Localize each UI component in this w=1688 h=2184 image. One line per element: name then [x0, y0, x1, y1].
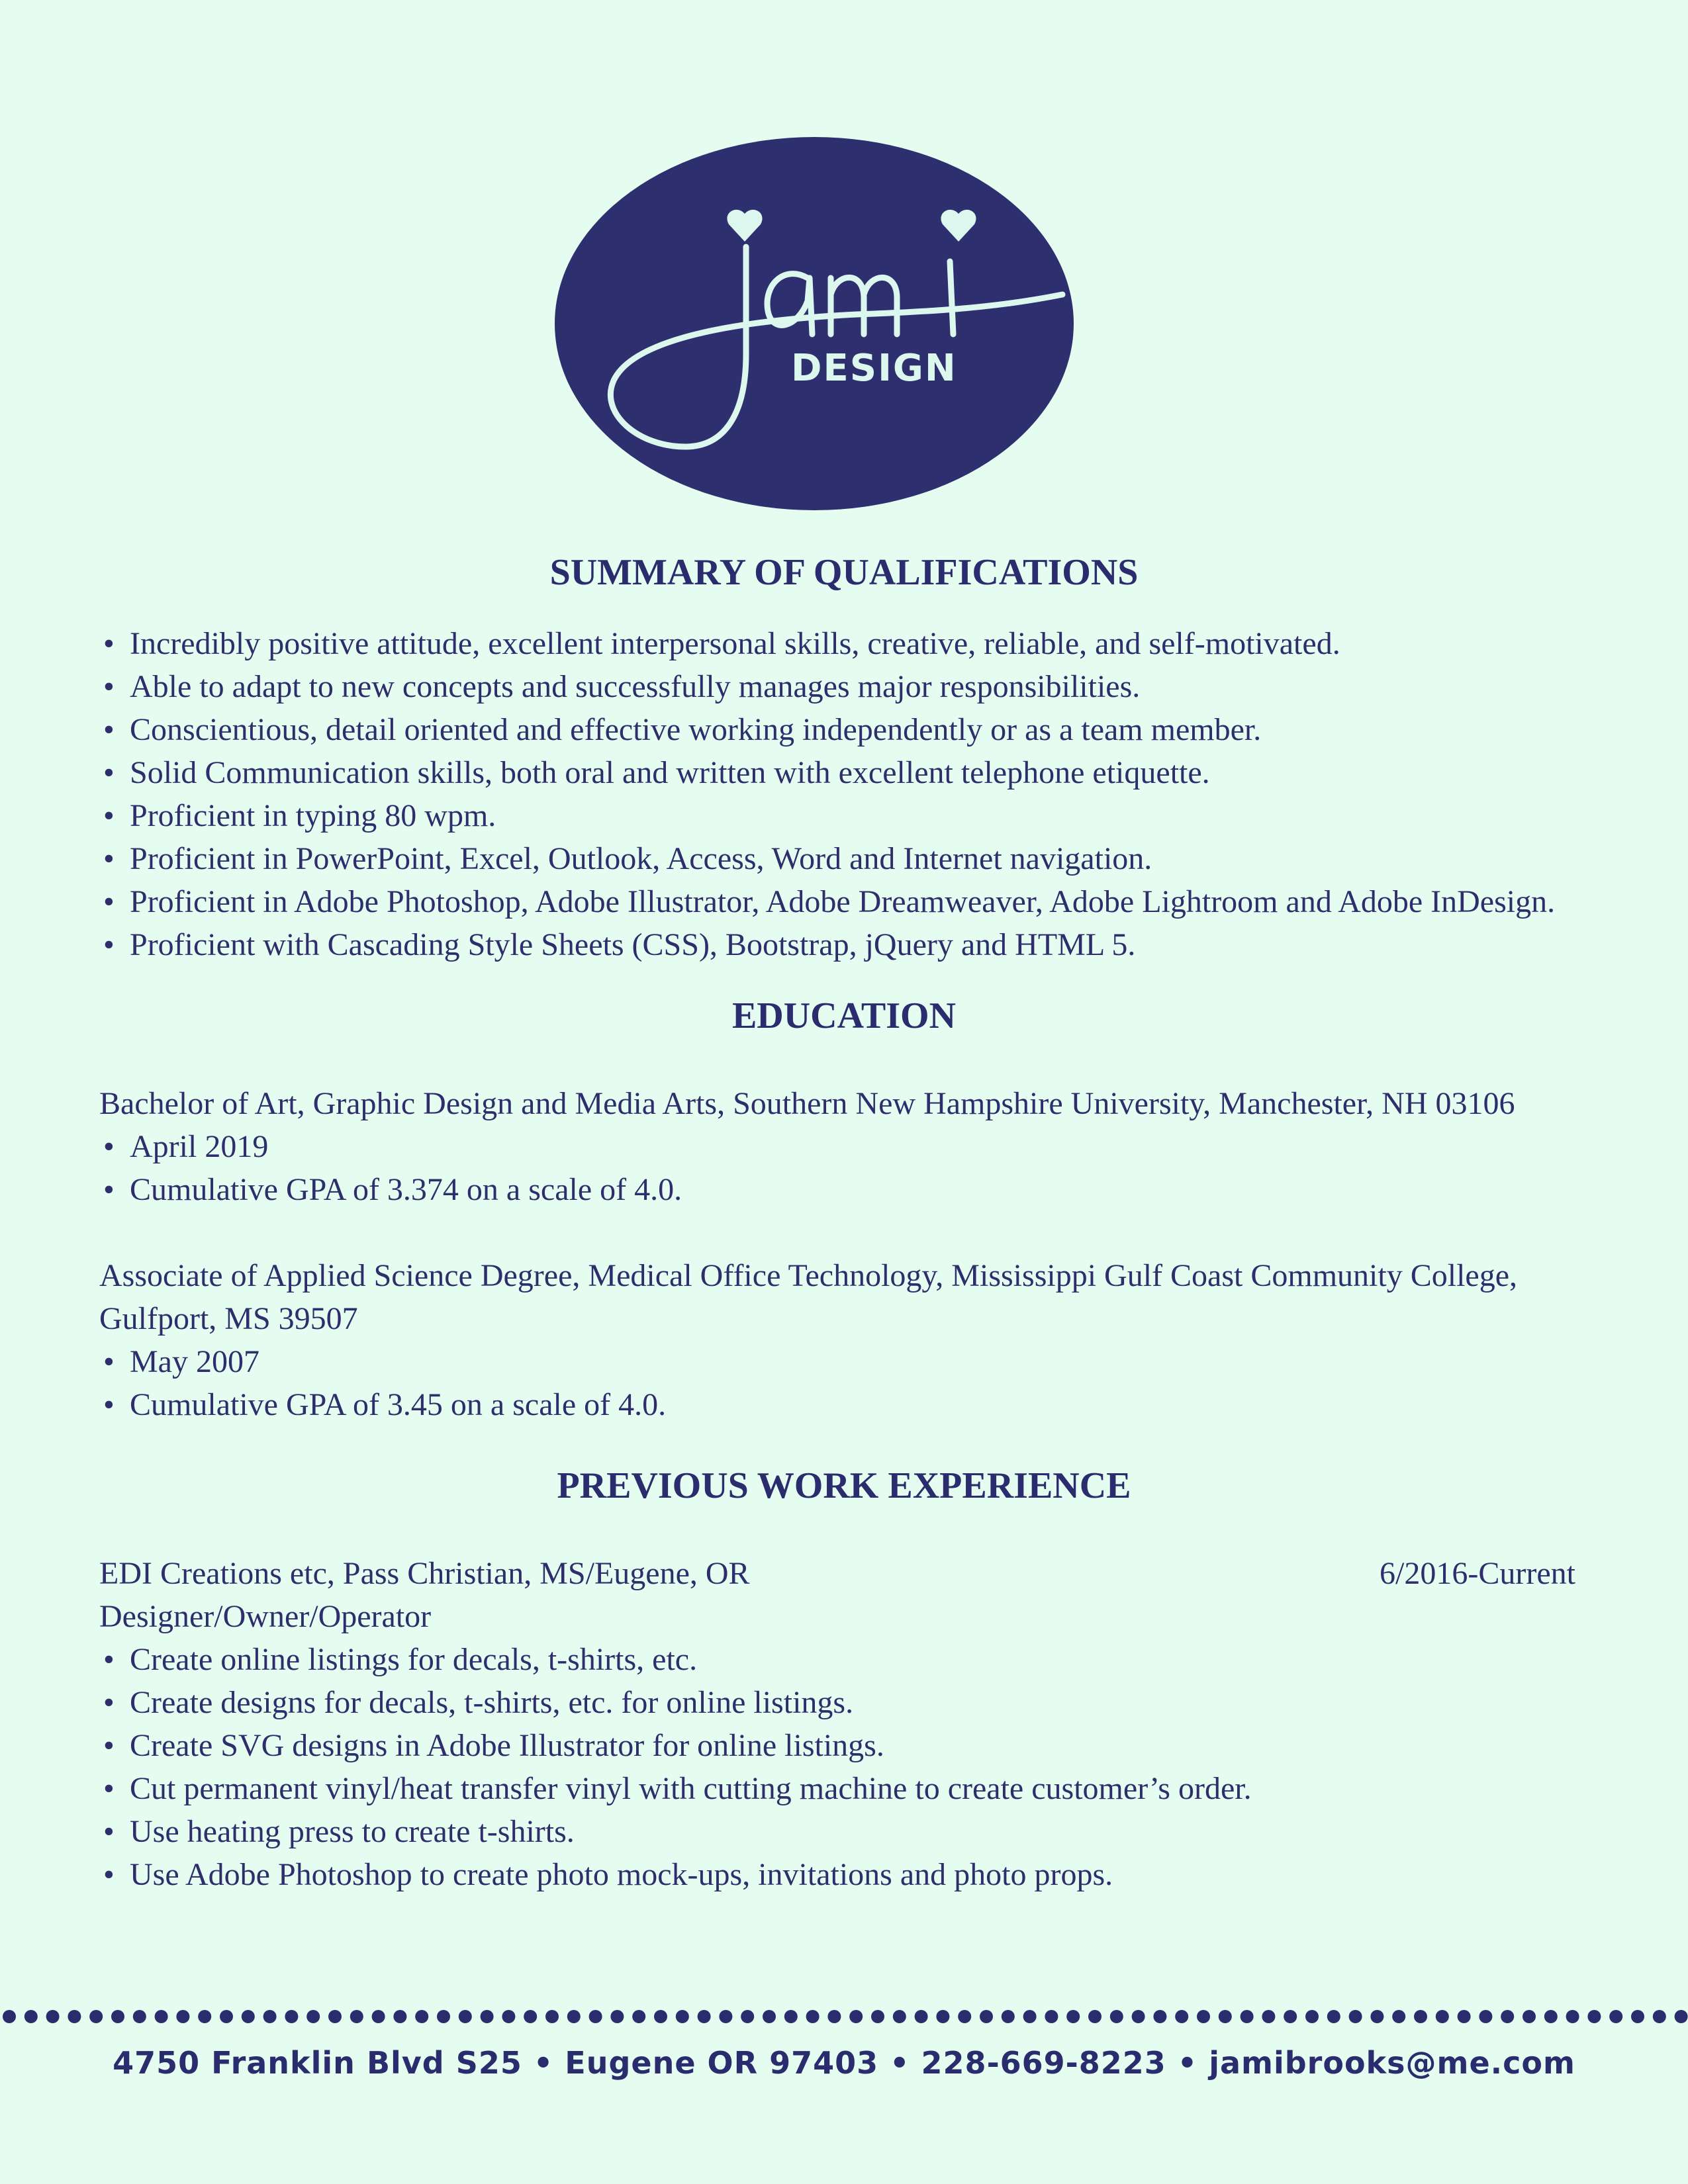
summary-list [99, 622, 1589, 966]
list-item: • Cumulative GPA of 3.374 on a scale of 4.0. [99, 1168, 1589, 1211]
list-item: • May 2007 [99, 1340, 1589, 1383]
list-item: • Create SVG designs in Adobe Illustrator for online listings. [99, 1724, 1589, 1767]
list-item: • Solid Communication skills, both oral and written with excellent telephone etiquette. [99, 751, 1589, 794]
job-entry [99, 1552, 1589, 1896]
list-item: • Proficient in Adobe Photoshop, Adobe Illustrator, Adobe Dreamweaver, Adobe Lightroom and Adobe InDesign. [99, 880, 1589, 923]
summary-heading: SUMMARY OF QUALIFICATIONS [549, 552, 1139, 593]
list-item: • Create designs for decals, t-shirts, etc. for online listings. [99, 1681, 1589, 1724]
list-item: • Incredibly positive attitude, excellent interpersonal skills, creative, reliable, and self-motivated. [99, 622, 1589, 665]
degree-text: Associate of Applied Science Degree, Medical Office Technology, Mississippi Gulf Coast Community College, Gulfport, MS 39507 [99, 1258, 1518, 1336]
list-item: • Proficient in typing 80 wpm. [99, 794, 1589, 837]
dotted-divider [0, 2007, 1688, 2026]
list-item: • Cut permanent vinyl/heat transfer vinyl with cutting machine to create customer’s order. [99, 1767, 1589, 1810]
jami-design-logo [553, 136, 1076, 512]
employer-text: EDI Creations etc, Pass Christian, MS/Eugene, OR [99, 1556, 750, 1591]
list-item: • Cumulative GPA of 3.45 on a scale of 4.0. [99, 1383, 1589, 1426]
list-item: • Able to adapt to new concepts and successfully manages major responsibilities. [99, 665, 1589, 708]
education-heading: EDUCATION [731, 995, 957, 1036]
degree-text: Bachelor of Art, Graphic Design and Media Arts, Southern New Hampshire University, Manchester, NH 03106 [99, 1086, 1515, 1121]
job-role: Designer/Owner/Operator [99, 1599, 432, 1634]
list-item: • Proficient with Cascading Style Sheets (CSS), Bootstrap, jQuery and HTML 5. [99, 923, 1589, 966]
job-header [99, 1552, 1589, 1595]
education-entry [99, 1082, 1589, 1211]
list-item: • Proficient in PowerPoint, Excel, Outlook, Access, Word and Internet navigation. [99, 837, 1589, 880]
logo-oval [553, 136, 1076, 512]
logo-subtitle: DESIGN [791, 347, 957, 390]
list-item: • Create online listings for decals, t-shirts, etc. [99, 1638, 1589, 1681]
contact-footer: 4750 Franklin Blvd S25 • Eugene OR 97403 • 228-669-8223 • jamibrooks@me.com [113, 2045, 1575, 2081]
list-item: • Use Adobe Photoshop to create photo mock-ups, invitations and photo props. [99, 1853, 1589, 1896]
resume-body [99, 549, 1589, 1896]
list-item: • Use heating press to create t-shirts. [99, 1810, 1589, 1853]
list-item: • April 2019 [99, 1125, 1589, 1168]
job-dates: 6/2016-Current [1380, 1556, 1575, 1591]
list-item: • Conscientious, detail oriented and effective working independently or as a team member. [99, 708, 1589, 751]
work-heading: PREVIOUS WORK EXPERIENCE [557, 1465, 1131, 1506]
education-entry [99, 1254, 1589, 1426]
